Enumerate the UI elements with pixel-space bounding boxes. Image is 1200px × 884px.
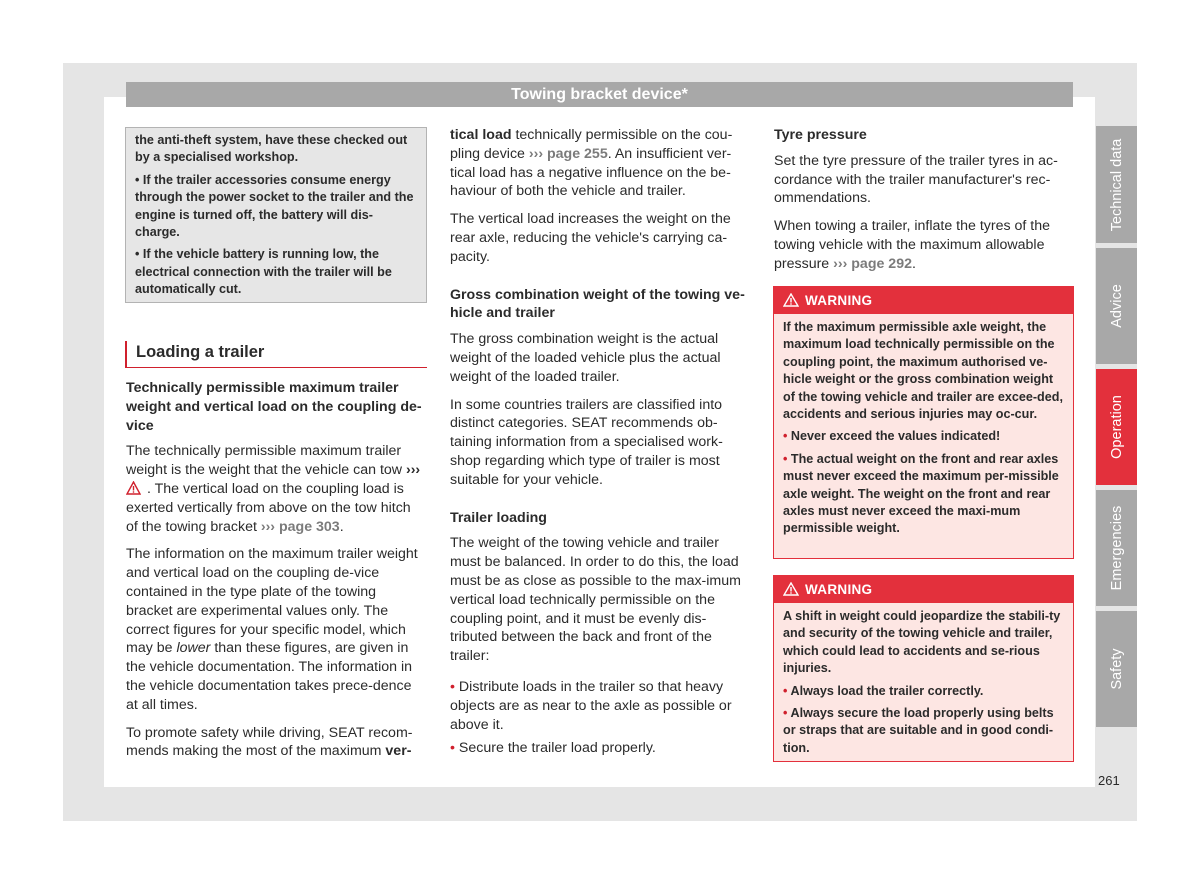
paragraph: tical load technically permissible on the cou-pling device ››› page 255. An insufficient ver-tical load has a negative influence on the be-haviour of both the vehicle and trailer. (450, 127, 733, 200)
subheading: Gross combination weight of the towing ve-hicle and trailer (450, 286, 745, 322)
note-text: the anti-theft system, have these checked out by a specialised workshop. (135, 133, 408, 165)
warning-icon (783, 293, 799, 307)
list-item: • Distribute loads in the trailer so that heavy objects are as near to the axle as possible or above it. (450, 678, 732, 733)
warning-text: A shift in weight could jeopardize the stabili-ty and security of the towing vehicle and trailer, which could lead to accidents and se-rious injuries. (783, 609, 1061, 676)
paragraph: The information on the maximum trailer weight and vertical load on the coupling de-vice contained in the type plate of the towing bracket are experimental values only. The correct figures for your specific model, which may be lower than these figures, are given in the vehicle documentation. The information in the vehicle documentation takes prece-dence at all times. (126, 546, 418, 713)
subheading: Technically permissible maximum trailer weight and vertical load on the coupling de-vice (126, 380, 422, 434)
list-item: • Secure the trailer load properly. (450, 740, 656, 757)
section-header: Towing bracket device* (126, 82, 1073, 107)
paragraph: The gross combination weight is the actual weight of the loaded vehicle plus the actual weight of the loaded trailer. (450, 331, 721, 385)
column-2 (450, 126, 746, 767)
note-bullet: • If the vehicle battery is running low, the electrical connection with the trailer will be automatically cut. (135, 247, 392, 297)
tab-emergencies[interactable]: Emergencies (1096, 490, 1137, 606)
page-link[interactable]: ››› page 292 (833, 255, 912, 272)
paragraph: When towing a trailer, inflate the tyres of the towing vehicle with the maximum allowable pressure ››› page 292. (774, 218, 1051, 272)
paragraph: Set the tyre pressure of the trailer tyres in ac-cordance with the trailer manufacturer's rec-ommendations. (774, 152, 1058, 207)
warning-bullet: • Always load the trailer correctly. (783, 683, 984, 698)
warning-header: WARNING (774, 576, 1073, 603)
tab-safety[interactable]: Safety (1096, 611, 1137, 727)
paragraph: The weight of the towing vehicle and trailer must be balanced. In order to do this, the load must be as close as possible to the max-imum vertical load technically permissible on the coupling point, and it must be evenly dis-tributed between the back and front of the trailer: (450, 535, 741, 665)
subheading: Trailer loading (450, 509, 547, 526)
warning-text: If the maximum permissible axle weight, the maximum load technically permissible on the coupling point, the maximum authorised ve-hicle weight or the gross combination weight of the towing vehicle and trailer are excee-ded, accidents and serious injuries may oc-cur. (783, 320, 1063, 422)
note-bullet: • If the trailer accessories consume energy through the power socket to the trailer and the engine is turned off, the battery will dis-charge. (135, 172, 414, 240)
column-1 (126, 379, 426, 770)
paragraph: The technically permissible maximum trailer weight is the weight that the vehicle can tow ››› . The vertical load on the coupling load is exerted vertically from above on the tow hitch of the towing bracket ››› page 303. (126, 443, 421, 535)
warning-box (773, 286, 1074, 559)
warning-icon (783, 582, 799, 596)
paragraph: In some countries trailers are classified into distinct categories. SEAT recommends ob-taining information from a specialised work-shop regarding which type of trailer is most suitable for your vehicle. (450, 396, 723, 488)
warning-header: WARNING (774, 287, 1073, 314)
tab-advice[interactable]: Advice (1096, 248, 1137, 364)
warning-triangle-icon (126, 481, 141, 495)
warning-bullet: • Always secure the load properly using belts or straps that are suitable and in good condi-tion. (783, 706, 1054, 755)
paragraph: The vertical load increases the weight on the rear axle, reducing the vehicle's carrying ca-pacity. (450, 211, 731, 265)
subheading: Tyre pressure (774, 127, 867, 143)
section-title: Loading a trailer (125, 341, 427, 368)
warning-bullet: • Never exceed the values indicated! (783, 429, 1001, 444)
tab-operation[interactable]: Operation (1096, 369, 1137, 485)
warning-bullet: • The actual weight on the front and rear axles must never exceed the maximum per-missible axle weight. The weight on the front and rear axles must never exceed the maxi-mum permissible weight. (783, 451, 1059, 536)
note-box (125, 127, 427, 303)
tab-technical-data[interactable]: Technical data (1096, 126, 1137, 243)
page-number: 261 (1098, 773, 1120, 788)
warning-body (774, 314, 1073, 547)
paragraph: To promote safety while driving, SEAT recom-mends making the most of the maximum ver- (126, 724, 413, 760)
page-link[interactable]: ››› page 303 (260, 518, 340, 535)
warning-box (773, 575, 1074, 762)
column-3 (774, 126, 1074, 283)
page-link[interactable]: ››› page 255 (528, 145, 608, 162)
warning-body (774, 603, 1073, 766)
